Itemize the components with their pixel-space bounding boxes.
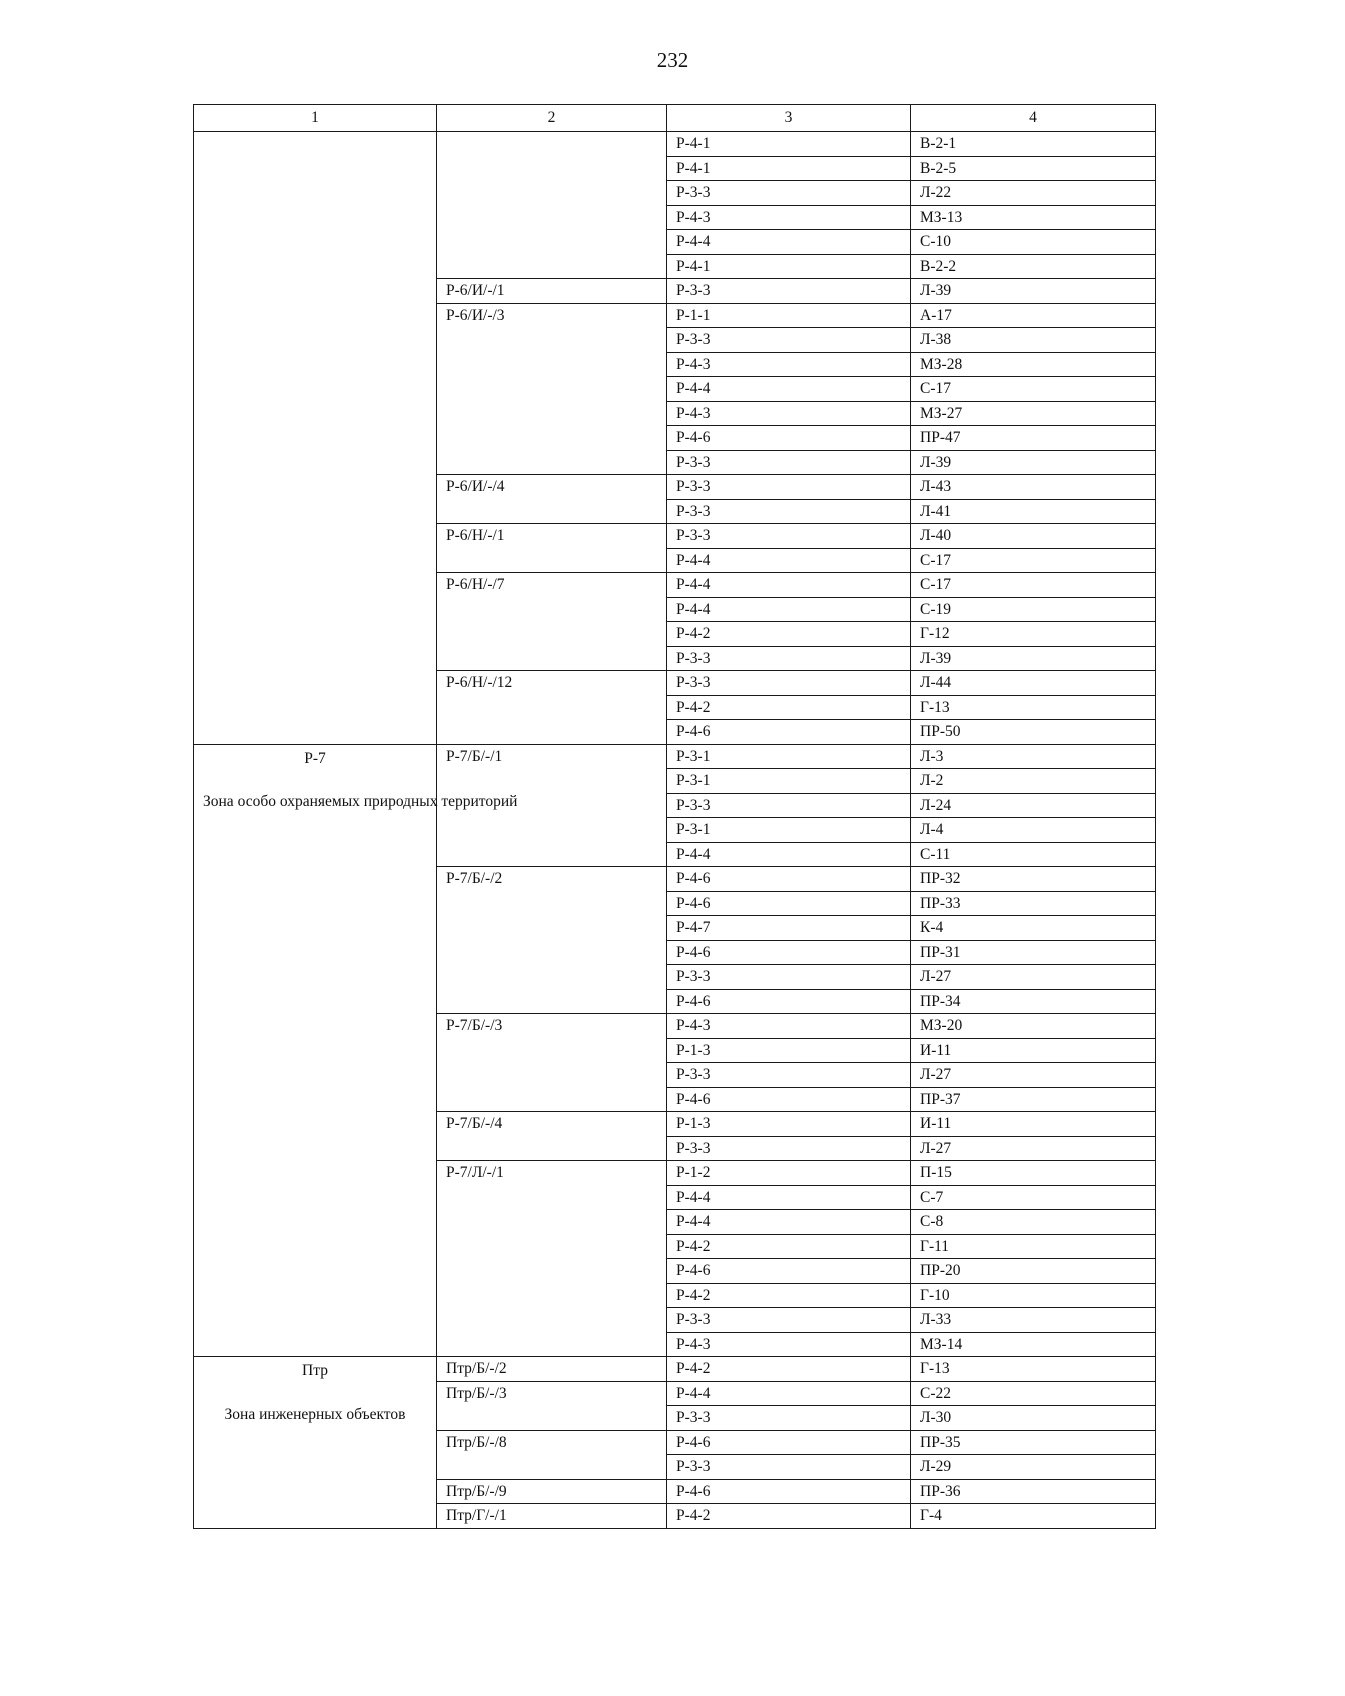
object-code-cell: Л-38 [911, 328, 1156, 353]
index-cell: Р-3-3 [667, 475, 911, 500]
object-code-cell: Г-12 [911, 622, 1156, 647]
object-code-cell: Л-39 [911, 646, 1156, 671]
index-cell: Р-4-7 [667, 916, 911, 941]
subzone-code-cell: Р-7/Б/-/4 [437, 1112, 667, 1161]
object-code-cell: ПР-47 [911, 426, 1156, 451]
index-cell: Р-4-6 [667, 1430, 911, 1455]
zone-cell [194, 132, 437, 745]
index-cell: Р-4-2 [667, 1504, 911, 1529]
index-cell: Р-3-3 [667, 1455, 911, 1480]
subzone-code-cell: Р-6/Н/-/7 [437, 573, 667, 671]
object-code-cell: И-11 [911, 1038, 1156, 1063]
index-cell: Р-3-3 [667, 450, 911, 475]
object-code-cell: Г-13 [911, 695, 1156, 720]
subzone-code-cell: Птр/Б/-/3 [437, 1381, 667, 1430]
object-code-cell: МЗ-14 [911, 1332, 1156, 1357]
subzone-code-cell: Р-7/Б/-/1 [437, 744, 667, 867]
zone-cell [194, 1357, 437, 1529]
object-code-cell: Г-10 [911, 1283, 1156, 1308]
table-row [194, 744, 1156, 769]
index-cell: Р-4-3 [667, 205, 911, 230]
object-code-cell: Л-41 [911, 499, 1156, 524]
subzone-code-cell: Птр/Б/-/8 [437, 1430, 667, 1479]
index-cell: Р-4-4 [667, 377, 911, 402]
object-code-cell: ПР-50 [911, 720, 1156, 745]
index-cell: Р-4-6 [667, 1479, 911, 1504]
object-code-cell: С-7 [911, 1185, 1156, 1210]
object-code-cell: ПР-32 [911, 867, 1156, 892]
object-code-cell: С-17 [911, 377, 1156, 402]
object-code-cell: Л-40 [911, 524, 1156, 549]
index-cell: Р-1-3 [667, 1112, 911, 1137]
index-cell: Р-4-6 [667, 867, 911, 892]
zone-name: Зона инженерных объектов [224, 1405, 406, 1423]
index-cell: Р-4-2 [667, 1234, 911, 1259]
object-code-cell: П-15 [911, 1161, 1156, 1186]
object-code-cell: С-17 [911, 548, 1156, 573]
subzone-code-cell: Р-6/И/-/3 [437, 303, 667, 475]
object-code-cell: Л-43 [911, 475, 1156, 500]
index-cell: Р-4-4 [667, 597, 911, 622]
object-code-cell: С-10 [911, 230, 1156, 255]
index-cell: Р-4-4 [667, 548, 911, 573]
object-code-cell: Л-4 [911, 818, 1156, 843]
index-cell: Р-4-6 [667, 426, 911, 451]
index-cell: Р-3-1 [667, 818, 911, 843]
zone-code: Птр [302, 1362, 328, 1379]
object-code-cell: Л-27 [911, 1136, 1156, 1161]
index-cell: Р-4-6 [667, 989, 911, 1014]
index-cell: Р-4-3 [667, 1014, 911, 1039]
object-code-cell: МЗ-27 [911, 401, 1156, 426]
object-code-cell: Г-13 [911, 1357, 1156, 1382]
object-code-cell: Л-39 [911, 450, 1156, 475]
subzone-code-cell: Р-6/И/-/4 [437, 475, 667, 524]
index-cell: Р-4-4 [667, 230, 911, 255]
object-code-cell: Г-4 [911, 1504, 1156, 1529]
index-cell: Р-4-2 [667, 622, 911, 647]
object-code-cell: МЗ-28 [911, 352, 1156, 377]
index-cell: Р-3-3 [667, 279, 911, 304]
object-code-cell: Л-30 [911, 1406, 1156, 1431]
index-cell: Р-3-3 [667, 1136, 911, 1161]
index-cell: Р-1-2 [667, 1161, 911, 1186]
object-code-cell: ПР-36 [911, 1479, 1156, 1504]
index-cell: Р-4-4 [667, 842, 911, 867]
subzone-code-cell: Птр/Г/-/1 [437, 1504, 667, 1529]
object-code-cell: Л-44 [911, 671, 1156, 696]
index-cell: Р-3-3 [667, 524, 911, 549]
column-header-2: 2 [437, 105, 667, 132]
subzone-code-cell: Р-6/И/-/1 [437, 279, 667, 304]
object-code-cell: К-4 [911, 916, 1156, 941]
index-cell: Р-4-2 [667, 1357, 911, 1382]
index-cell: Р-3-3 [667, 181, 911, 206]
subzone-code-cell: Птр/Б/-/9 [437, 1479, 667, 1504]
object-code-cell: ПР-31 [911, 940, 1156, 965]
index-cell: Р-3-1 [667, 769, 911, 794]
index-cell: Р-4-2 [667, 1283, 911, 1308]
object-code-cell: Л-27 [911, 965, 1156, 990]
zone-registry-table [193, 104, 1156, 1529]
object-code-cell: Л-39 [911, 279, 1156, 304]
object-code-cell: Л-2 [911, 769, 1156, 794]
index-cell: Р-4-4 [667, 1185, 911, 1210]
object-code-cell: ПР-20 [911, 1259, 1156, 1284]
index-cell: Р-4-1 [667, 132, 911, 157]
header-row [194, 105, 1156, 132]
zone-code: Р-7 [304, 749, 326, 767]
index-cell: Р-4-4 [667, 573, 911, 598]
page-number: 232 [656, 48, 689, 72]
index-cell: Р-4-6 [667, 891, 911, 916]
index-cell: Р-4-6 [667, 1259, 911, 1284]
index-cell: Р-4-2 [667, 695, 911, 720]
index-cell: Р-4-4 [667, 1210, 911, 1235]
object-code-cell: МЗ-20 [911, 1014, 1156, 1039]
index-cell: Р-4-3 [667, 352, 911, 377]
object-code-cell: ПР-35 [911, 1430, 1156, 1455]
subzone-code-cell: Р-6/Н/-/1 [437, 524, 667, 573]
index-cell: Р-3-3 [667, 1406, 911, 1431]
index-cell: Р-3-3 [667, 646, 911, 671]
index-cell: Р-3-3 [667, 499, 911, 524]
subzone-code-cell: Р-7/Б/-/3 [437, 1014, 667, 1112]
object-code-cell: С-22 [911, 1381, 1156, 1406]
subzone-code-cell: Р-6/Н/-/12 [437, 671, 667, 745]
index-cell: Р-3-3 [667, 793, 911, 818]
object-code-cell: МЗ-13 [911, 205, 1156, 230]
index-cell: Р-4-1 [667, 156, 911, 181]
index-cell: Р-3-3 [667, 328, 911, 353]
table-row [194, 132, 1156, 157]
index-cell: Р-3-1 [667, 744, 911, 769]
index-cell: Р-4-6 [667, 1087, 911, 1112]
subzone-code-cell: Птр/Б/-/2 [437, 1357, 667, 1382]
table-row [194, 1357, 1156, 1382]
object-code-cell: Л-33 [911, 1308, 1156, 1333]
object-code-cell: Л-27 [911, 1063, 1156, 1088]
object-code-cell: А-17 [911, 303, 1156, 328]
object-code-cell: Г-11 [911, 1234, 1156, 1259]
index-cell: Р-3-3 [667, 1063, 911, 1088]
subzone-code-cell: Р-7/Б/-/2 [437, 867, 667, 1014]
subzone-code-cell: Р-7/Л/-/1 [437, 1161, 667, 1357]
index-cell: Р-1-1 [667, 303, 911, 328]
object-code-cell: С-11 [911, 842, 1156, 867]
object-code-cell: Л-24 [911, 793, 1156, 818]
zone-name: Зона особо охраняемых природных территорий [203, 793, 518, 810]
object-code-cell: С-17 [911, 573, 1156, 598]
subzone-code-cell [437, 132, 667, 279]
index-cell: Р-3-3 [667, 965, 911, 990]
column-header-1: 1 [194, 105, 437, 132]
index-cell: Р-4-3 [667, 1332, 911, 1357]
index-cell: Р-4-6 [667, 720, 911, 745]
index-cell: Р-4-4 [667, 1381, 911, 1406]
index-cell: Р-4-3 [667, 401, 911, 426]
object-code-cell: С-19 [911, 597, 1156, 622]
object-code-cell: Л-3 [911, 744, 1156, 769]
index-cell: Р-3-3 [667, 671, 911, 696]
table-body [194, 132, 1156, 1529]
object-code-cell: Л-29 [911, 1455, 1156, 1480]
object-code-cell: В-2-1 [911, 132, 1156, 157]
object-code-cell: Л-22 [911, 181, 1156, 206]
index-cell: Р-1-3 [667, 1038, 911, 1063]
object-code-cell: В-2-5 [911, 156, 1156, 181]
object-code-cell: ПР-34 [911, 989, 1156, 1014]
object-code-cell: ПР-37 [911, 1087, 1156, 1112]
column-header-4: 4 [911, 105, 1156, 132]
index-cell: Р-3-3 [667, 1308, 911, 1333]
object-code-cell: В-2-2 [911, 254, 1156, 279]
object-code-cell: ПР-33 [911, 891, 1156, 916]
zone-code [203, 132, 427, 134]
index-cell: Р-4-1 [667, 254, 911, 279]
column-header-3: 3 [667, 105, 911, 132]
object-code-cell: И-11 [911, 1112, 1156, 1137]
object-code-cell: С-8 [911, 1210, 1156, 1235]
index-cell: Р-4-6 [667, 940, 911, 965]
